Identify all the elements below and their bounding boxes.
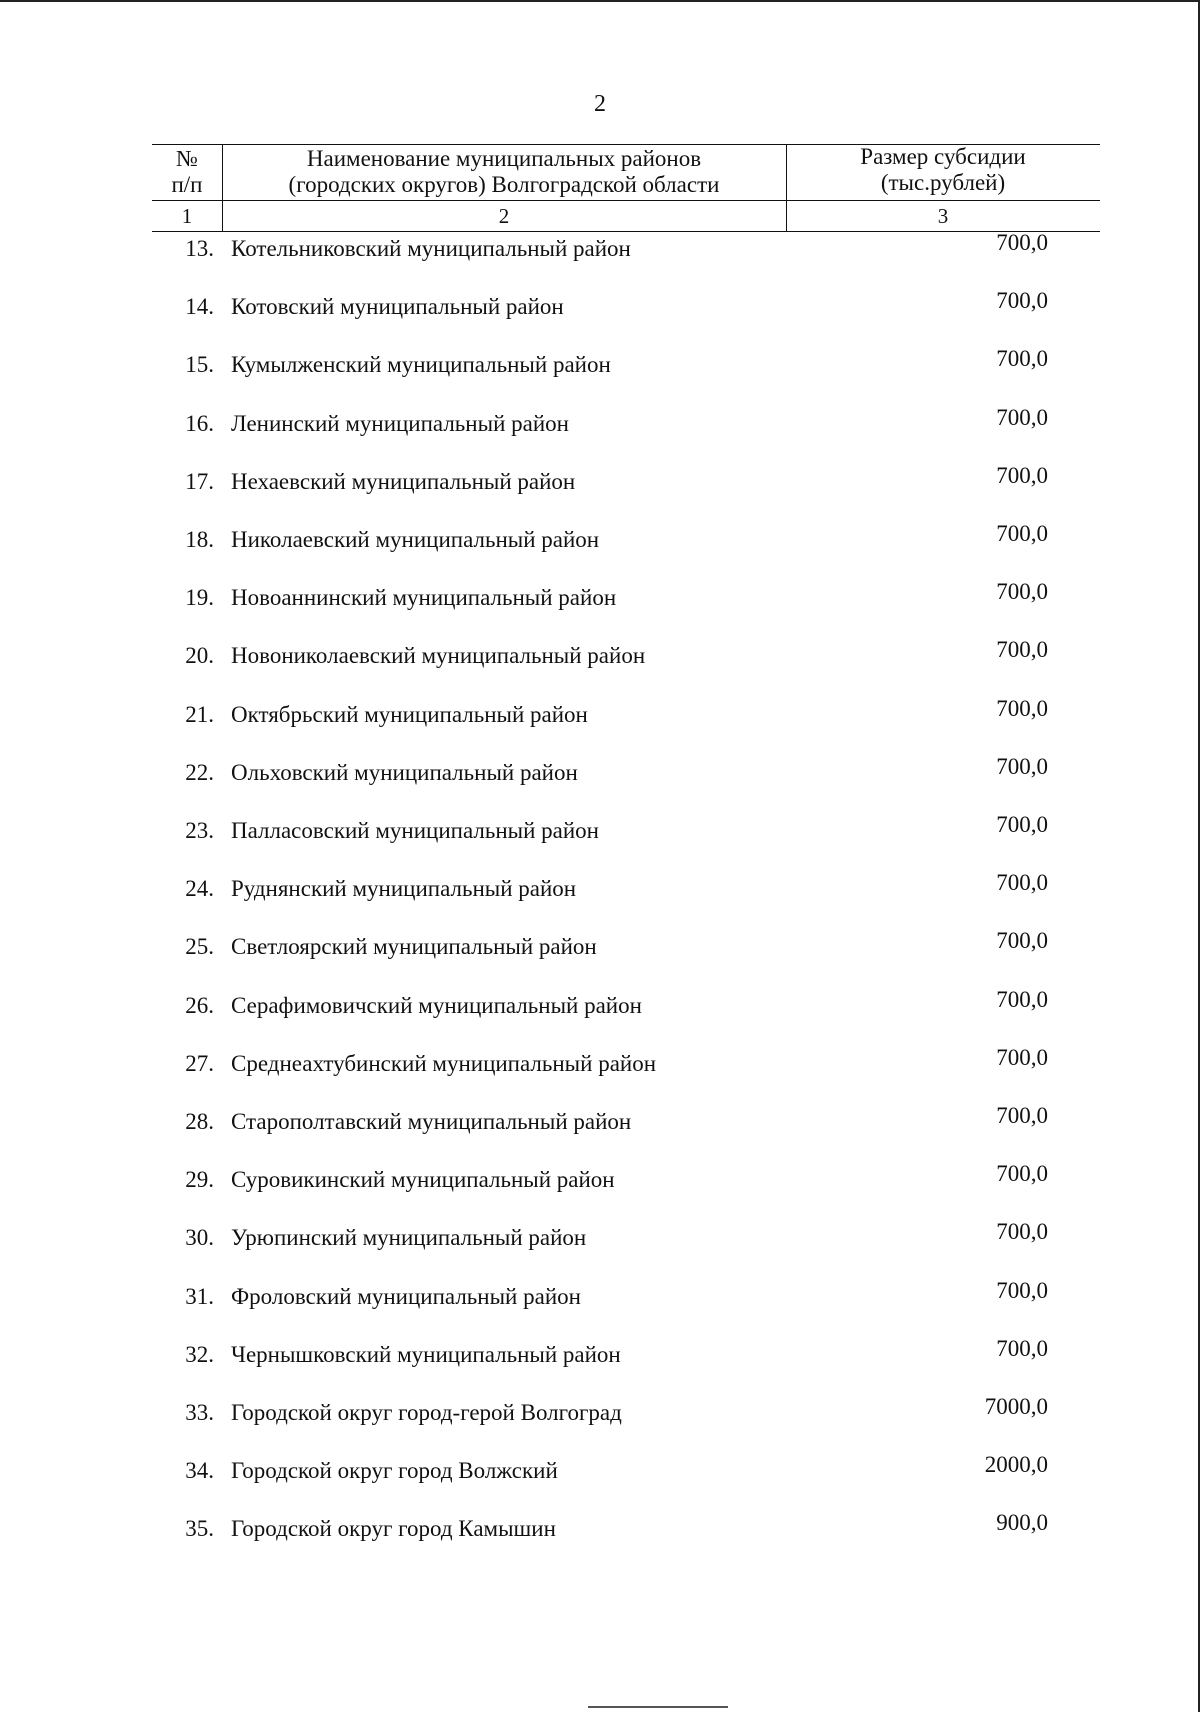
row-district-name: Котовский муниципальный район [231, 294, 564, 320]
table-row [0, 811, 1200, 851]
row-district-name: Ленинский муниципальный район [231, 410, 569, 436]
table-row [0, 229, 1200, 269]
row-subsidy-amount: 700,0 [996, 812, 1048, 837]
column-number-2: 2 [498, 204, 510, 228]
row-number: 15. [185, 352, 214, 378]
row-subsidy-amount: 700,0 [996, 1103, 1048, 1128]
page-number: 2 [594, 91, 606, 117]
row-number: 22. [185, 759, 214, 785]
row-subsidy-amount: 700,0 [996, 288, 1048, 314]
table-row [0, 986, 1200, 1026]
row-number: 29. [185, 1167, 214, 1193]
header-number-line2: п/п [171, 172, 203, 197]
row-subsidy-amount: 700,0 [996, 753, 1048, 779]
row-number: 32. [185, 1341, 214, 1367]
header-cell-name [222, 146, 786, 198]
table-row [0, 1160, 1200, 1200]
table-row [0, 695, 1200, 735]
row-subsidy-amount: 700,0 [996, 1335, 1048, 1361]
page-border-top [0, 0, 1200, 2]
row-number: 19. [185, 585, 214, 611]
row-number: 21. [185, 701, 214, 727]
row-district-name: Городской округ город Камышин [231, 1516, 556, 1542]
row-district-name: Суровикинский муниципальный район [231, 1167, 615, 1193]
row-district-name: Котельниковский муниципальный район [231, 236, 631, 261]
header-cell-amount [786, 144, 1100, 196]
row-subsidy-amount: 700,0 [996, 637, 1048, 663]
row-subsidy-amount: 700,0 [996, 462, 1048, 488]
header-amount-line2: (тыс.рублей) [880, 170, 1006, 195]
row-district-name: Фроловский муниципальный район [231, 1283, 581, 1309]
row-subsidy-amount: 700,0 [996, 1277, 1048, 1303]
row-district-name: Чернышковский муниципальный район [231, 1341, 621, 1367]
row-number: 28. [185, 1109, 214, 1134]
table-row [0, 1277, 1200, 1317]
header-name-line1: Наименование муниципальных районов [306, 146, 702, 171]
row-subsidy-amount: 2000,0 [984, 1452, 1048, 1478]
row-number: 20. [185, 643, 214, 669]
table-row [0, 287, 1200, 327]
header-number-line1: № [176, 146, 198, 171]
row-district-name: Новоаннинский муниципальный район [231, 585, 617, 611]
table-row [0, 1393, 1200, 1433]
row-subsidy-amount: 700,0 [996, 230, 1048, 255]
row-subsidy-amount: 700,0 [996, 404, 1048, 430]
row-district-name: Руднянский муниципальный район [231, 876, 577, 902]
row-number: 24. [185, 876, 214, 902]
row-district-name: Палласовский муниципальный район [231, 818, 599, 843]
row-district-name: Среднеахтубинский муниципальный район [231, 1050, 657, 1076]
row-district-name: Светлоярский муниципальный район [231, 934, 597, 960]
row-district-name: Городской округ город Волжский [231, 1458, 558, 1484]
row-district-name: Октябрьский муниципальный район [231, 701, 588, 727]
row-number: 26. [185, 992, 214, 1018]
row-subsidy-amount: 700,0 [996, 870, 1048, 896]
row-number: 34. [185, 1458, 214, 1484]
row-subsidy-amount: 700,0 [996, 521, 1048, 546]
row-subsidy-amount: 700,0 [996, 1044, 1048, 1070]
row-number: 13. [185, 236, 214, 261]
row-district-name: Николаевский муниципальный район [231, 527, 600, 552]
column-number-1: 1 [181, 204, 193, 228]
row-district-name: Городской округ город-герой Волгоград [231, 1400, 622, 1425]
table-row [0, 1102, 1200, 1142]
header-cell-number [152, 146, 222, 198]
table-row [0, 462, 1200, 502]
bottom-edge-mark [588, 1706, 728, 1708]
row-subsidy-amount: 900,0 [996, 1510, 1048, 1536]
header-mid-rule [152, 200, 1100, 201]
row-subsidy-amount: 7000,0 [984, 1394, 1048, 1419]
table-row [0, 520, 1200, 560]
row-district-name: Нехаевский муниципальный район [231, 468, 576, 494]
row-subsidy-amount: 700,0 [996, 579, 1048, 605]
table-row [0, 1218, 1200, 1258]
row-number: 25. [185, 934, 214, 960]
row-district-name: Новониколаевский муниципальный район [231, 643, 646, 669]
row-number: 17. [185, 468, 214, 494]
row-district-name: Ольховский муниципальный район [231, 759, 578, 785]
row-district-name: Урюпинский муниципальный район [231, 1225, 587, 1251]
row-number: 35. [185, 1516, 214, 1542]
row-district-name: Кумылженский муниципальный район [231, 352, 611, 378]
row-subsidy-amount: 700,0 [996, 1219, 1048, 1245]
row-number: 33. [185, 1400, 214, 1425]
header-name-line2: (городских округов) Волгоградской области [288, 172, 720, 197]
table-row [0, 345, 1200, 385]
table-row [0, 578, 1200, 618]
row-number: 30. [185, 1225, 214, 1251]
row-district-name: Серафимовичский муниципальный район [231, 992, 642, 1018]
table-row [0, 927, 1200, 967]
table-row [0, 636, 1200, 676]
table-row [0, 404, 1200, 444]
row-number: 23. [185, 818, 214, 843]
row-subsidy-amount: 700,0 [996, 695, 1048, 721]
table-row [0, 869, 1200, 909]
table-header [152, 144, 1100, 232]
table-row [0, 1335, 1200, 1375]
row-subsidy-amount: 700,0 [996, 986, 1048, 1012]
table-row [0, 1451, 1200, 1491]
table-row [0, 1044, 1200, 1084]
row-number: 31. [185, 1283, 214, 1309]
row-number: 18. [185, 527, 214, 552]
table-row [0, 753, 1200, 793]
row-subsidy-amount: 700,0 [996, 928, 1048, 954]
header-amount-line1: Размер субсидии [860, 144, 1026, 169]
column-number-3: 3 [937, 204, 949, 228]
row-number: 14. [185, 294, 214, 320]
row-number: 16. [185, 410, 214, 436]
row-subsidy-amount: 700,0 [996, 1161, 1048, 1187]
table-row [0, 1509, 1200, 1549]
row-number: 27. [185, 1050, 214, 1076]
row-subsidy-amount: 700,0 [996, 346, 1048, 372]
row-district-name: Старополтавский муниципальный район [231, 1109, 632, 1134]
